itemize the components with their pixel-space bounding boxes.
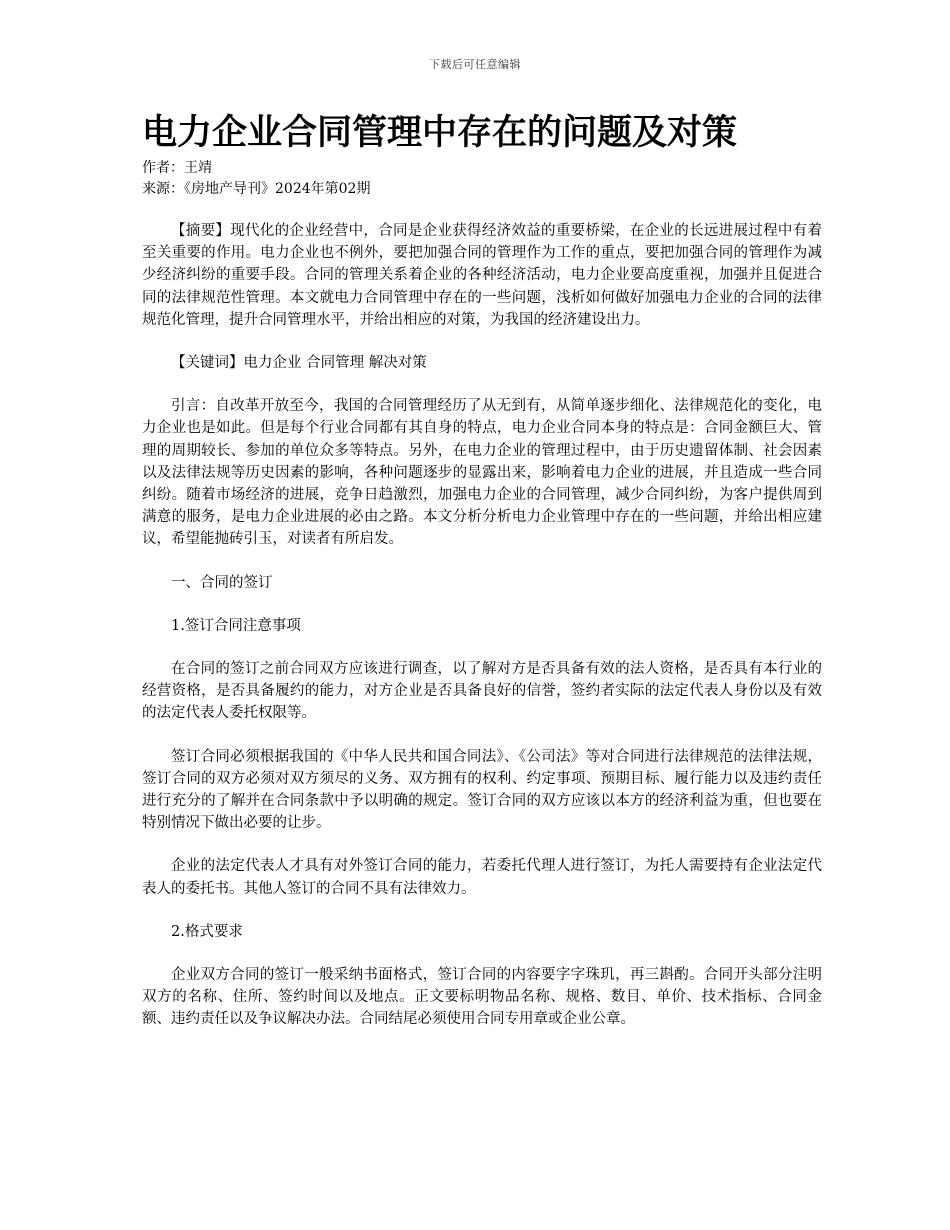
subsection-heading-2: 2.格式要求 [171, 923, 243, 940]
body-paragraph: 企业的法定代表人才具有对外签订合同的能力，若委托代理人进行签订，为托人需要持有企业法定代表人的委托书。其他人签订的合同不具有法律效力。 [142, 858, 822, 897]
keywords-paragraph: 【关键词】电力企业 合同管理 解决对策 [171, 355, 427, 372]
body-paragraph: 企业双方合同的签订一般采纳书面格式，签订合同的内容要字字珠玑，再三斟酌。合同开头部分注明双方的名称、住所、签约时间以及地点。正文要标明物品名称、规格、数目、单价、技术指标、合同金额、违约责任以及争议解决办法。合同结尾必须使用合同专用章或企业公章。 [142, 967, 822, 1028]
abstract-paragraph: 【摘要】现代化的企业经营中，合同是企业获得经济效益的重要桥梁，在企业的长远进展过程中有着至关重要的作用。电力企业也不例外，要把加强合同的管理作为工作的重点，要把加强合同的管理作为减少经济纠纷的重要手段。合同的管理关系着企业的各种经济活动，电力企业要高度重视，加强并且促进合同的法律规范性管理。本文就电力合同管理中存在的一些问题，浅析如何做好加强电力企业的合同的法律规范化管理，提升合同管理水平，并给出相应的对策，为我国的经济建设出力。 [142, 223, 822, 328]
article-title: 电力企业合同管理中存在的问题及对策 [142, 112, 738, 153]
body-paragraph: 在合同的签订之前合同双方应该进行调查，以了解对方是否具备有效的法人资格，是否具有本行业的经营资格，是否具备履约的能力，对方企业是否具备良好的信誉，签约者实际的法定代表人身份以及有效的法定代表人委托权限等。 [142, 661, 822, 722]
author-line: 作者：王靖 [142, 160, 212, 176]
section-heading-1: 一、合同的签订 [171, 574, 273, 591]
source-line: 来源：《房地产导刊》2024年第02期 [142, 181, 371, 197]
body-paragraph: 签订合同必须根据我国的《中华人民共和国合同法》、《公司法》等对合同进行法律规范的法律法规，签订合同的双方必须对双方须尽的义务、双方拥有的权利、约定事项、预期目标、履行能力以及违约责任进行充分的了解并在合同条款中予以明确的规定。签订合同的双方应该以本方的经济利益为重，但也要在特别情况下做出必要的让步。 [142, 748, 822, 832]
article-body [142, 108, 822, 1031]
subsection-heading-1: 1.签订合同注意事项 [171, 617, 301, 634]
introduction-paragraph: 引言：自改革开放至今，我国的合同管理经历了从无到有，从简单逐步细化、法律规范化的变化，电力企业也是如此。但是每个行业合同都有其自身的特点，电力企业合同本身的特点是：合同金额巨大、管理的周期较长、参加的单位众多等特点。另外，在电力企业的管理过程中，由于历史遗留体制、社会因素以及法律法规等历史因素的影响，各种问题逐步的显露出来，影响着电力企业的进展，并且造成一些合同纠纷。随着市场经济的进展，竞争日趋激烈，加强电力企业的合同管理，减少合同纠纷，为客户提供周到满意的服务，是电力企业进展的必由之路。本文分析分析电力企业管理中存在的一些问题，并给出相应建议，希望能抛砖引玉，对读者有所启发。 [142, 398, 822, 548]
header-note: 下载后可任意编辑 [429, 58, 521, 71]
